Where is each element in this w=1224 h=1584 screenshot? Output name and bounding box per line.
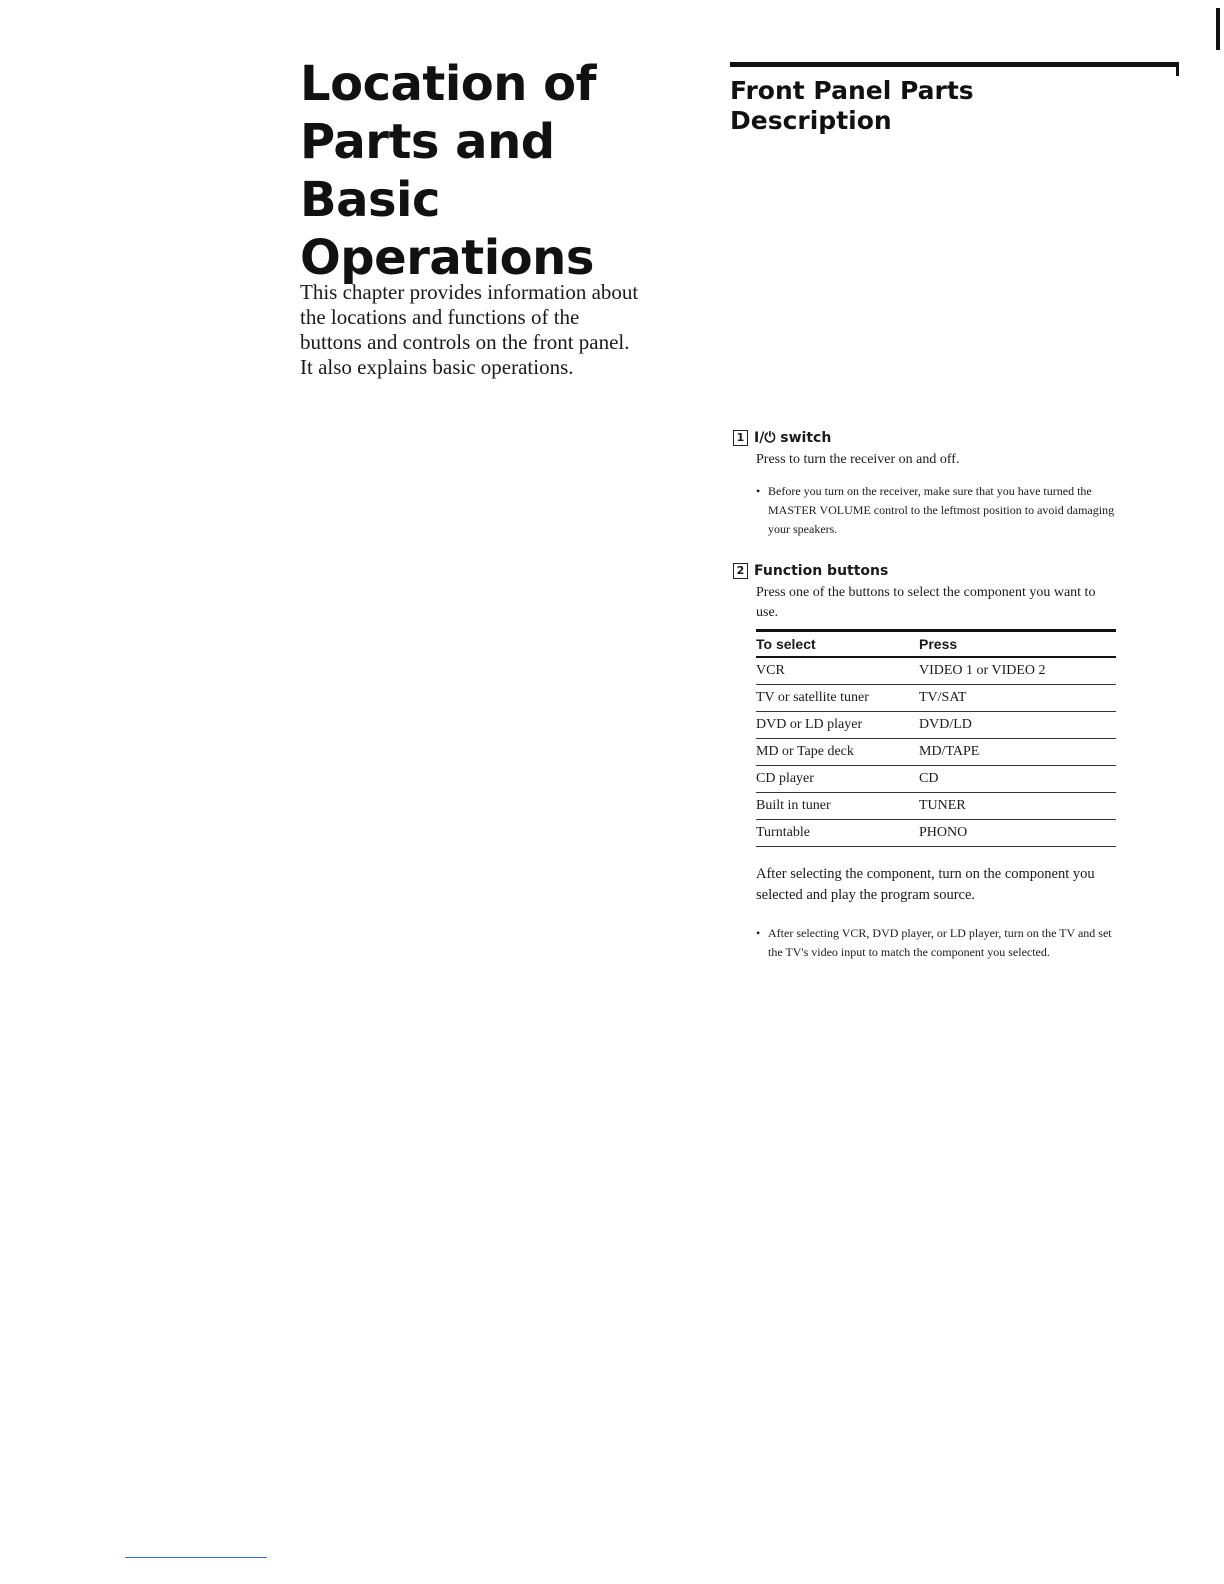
item-description: Press to turn the receiver on and off. — [756, 452, 960, 467]
table-header-row — [756, 631, 1116, 658]
cell-button: TUNER — [919, 793, 1116, 820]
item-note — [756, 482, 1118, 539]
table-row — [756, 793, 1116, 820]
item-power-switch — [733, 430, 1118, 539]
item-heading — [733, 563, 1118, 579]
cell-component: TV or satellite tuner — [756, 685, 919, 712]
cell-button: DVD/LD — [919, 712, 1116, 739]
bullet-icon: • — [756, 484, 761, 498]
chapter-intro: This chapter provides information about the locations and functions of the buttons and controls on the front panel. It also explains basic operations. — [300, 280, 639, 379]
page-edge-mark — [1216, 8, 1220, 50]
cell-component: Turntable — [756, 820, 919, 847]
cell-component: Built in tuner — [756, 793, 919, 820]
footer-rule — [125, 1557, 267, 1558]
cell-component: DVD or LD player — [756, 712, 919, 739]
item-heading — [733, 430, 1118, 446]
table-row — [756, 739, 1116, 766]
cell-component: VCR — [756, 657, 919, 685]
cell-button: TV/SAT — [919, 685, 1116, 712]
cell-component: MD or Tape deck — [756, 739, 919, 766]
cell-button: CD — [919, 766, 1116, 793]
column-header-press: Press — [919, 631, 1116, 658]
cell-button: VIDEO 1 or VIDEO 2 — [919, 657, 1116, 685]
chapter-title: Location of Parts and Basic Operations — [300, 56, 597, 286]
after-selection-text: After selecting the component, turn on the component you selected and play the program source. — [756, 866, 1095, 903]
cell-button: MD/TAPE — [919, 739, 1116, 766]
item-description: Press one of the buttons to select the component you want to use. — [756, 585, 1096, 620]
section-rule-hook — [1176, 62, 1179, 76]
table-row — [756, 712, 1116, 739]
cell-button: PHONO — [919, 820, 1116, 847]
note-text: After selecting VCR, DVD player, or LD player, turn on the TV and set the TV's video input to match the component you selected. — [768, 926, 1112, 959]
table-row — [756, 657, 1116, 685]
item-number-badge: 1 — [733, 430, 748, 446]
item-number-badge: 2 — [733, 563, 748, 579]
item-function-buttons — [733, 563, 1118, 847]
table-row — [756, 820, 1116, 847]
column-header-select: To select — [756, 631, 919, 658]
cell-component: CD player — [756, 766, 919, 793]
item-title: I/⏻ switch — [754, 430, 832, 446]
note-text: Before you turn on the receiver, make sure that you have turned the MASTER VOLUME control to the leftmost position to avoid damaging your speakers. — [768, 484, 1115, 536]
section-rule — [730, 62, 1178, 67]
function-table — [756, 629, 1116, 847]
after-selection-note — [756, 924, 1121, 962]
table-row — [756, 766, 1116, 793]
item-title: Function buttons — [754, 563, 889, 579]
bullet-icon: • — [756, 926, 761, 940]
table-row — [756, 685, 1116, 712]
section-title: Front Panel Parts Description — [730, 76, 974, 135]
